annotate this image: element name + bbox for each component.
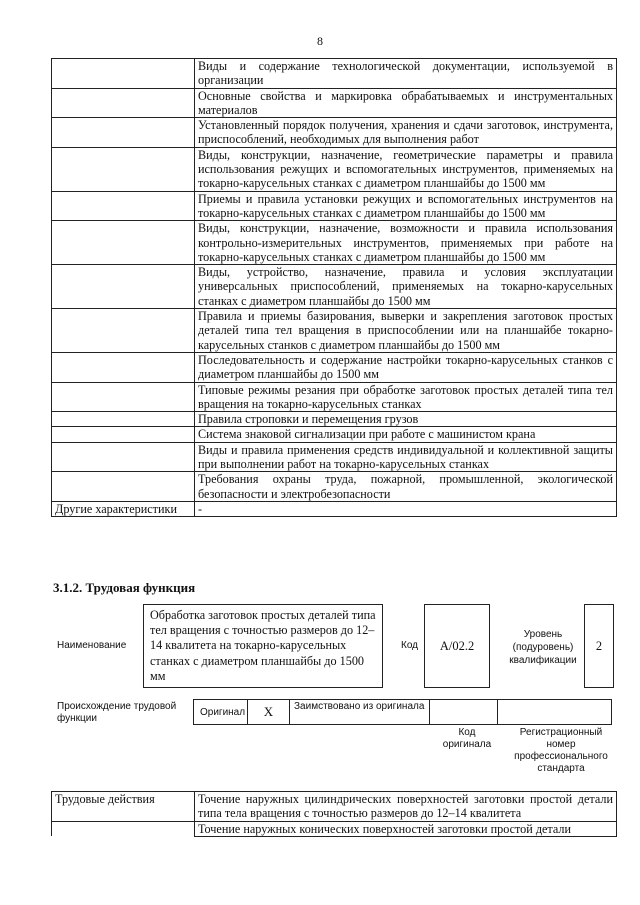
origin-row — [193, 699, 611, 725]
row-label-empty — [52, 352, 195, 382]
table-row — [52, 427, 617, 442]
table-row — [52, 309, 617, 353]
other-characteristics-label: Другие характеристики — [52, 501, 195, 516]
row-label-empty — [52, 88, 195, 118]
row-label-empty — [52, 59, 195, 89]
row-label-empty — [52, 147, 195, 191]
row-label-empty — [52, 427, 195, 442]
function-name-value: Обработка заготовок простых деталей типа тел вращения с точностью размеров до 12–14 квалитета на токарно-карусельных станках с диаметром планшайбы до 1500 мм — [143, 604, 383, 688]
labor-actions-label-continued — [52, 821, 195, 836]
table-row — [52, 821, 617, 836]
row-label-empty — [52, 382, 195, 412]
row-label-empty — [52, 265, 195, 309]
labor-actions-table — [51, 791, 617, 837]
table-row — [52, 118, 617, 148]
knowledge-item: Правила и приемы базирования, выверки и закрепления заготовок простых деталей типа тел вращения в приспособлении или на планшайбе токарно-карусельных станков с диаметром планшайбы до 1500 мм — [195, 309, 617, 353]
labor-action-item: Точение наружных цилиндрических поверхностей заготовки простой детали типа тела вращения с точностью размеров до 12–14 квалитета — [195, 792, 617, 822]
knowledge-item: Установленный порядок получения, хранения и сдачи заготовок, инструмента, приспособлений, необходимых для выполнения работ — [195, 118, 617, 148]
row-label-empty — [52, 472, 195, 502]
knowledge-item: Система знаковой сигнализации при работе с машинистом крана — [195, 427, 617, 442]
table-row — [52, 442, 617, 472]
knowledge-item: Типовые режимы резания при обработке заготовок простых деталей типа тел вращения на токарно-карусельных станках — [195, 382, 617, 412]
required-knowledge-table — [51, 58, 617, 517]
knowledge-item: Основные свойства и маркировка обрабатываемых и инструментальных материалов — [195, 88, 617, 118]
original-label: Оригинал — [193, 699, 248, 725]
table-row — [52, 382, 617, 412]
borrowed-label: Заимствовано из оригинала — [289, 699, 430, 725]
table-row — [52, 412, 617, 427]
table-row — [52, 191, 617, 221]
original-code-cell — [429, 699, 498, 725]
labor-action-item: Точение наружных конических поверхностей заготовки простой детали — [195, 821, 617, 836]
table-row — [52, 88, 617, 118]
table-row — [52, 147, 617, 191]
knowledge-item: Виды, конструкции, назначение, геометрические параметры и правила использования режущих и вспомогательных инструментов, применяемых на токарно-карусельных станках с диаметром планшайбы до 1500 мм — [195, 147, 617, 191]
knowledge-item: Правила строповки и перемещения грузов — [195, 412, 617, 427]
other-characteristics-value: - — [195, 501, 617, 516]
knowledge-item: Виды и правила применения средств индивидуальной и коллективной защиты при выполнении работ на токарно-карусельных станках — [195, 442, 617, 472]
row-label-empty — [52, 191, 195, 221]
function-code-value: A/02.2 — [424, 604, 490, 688]
table-row — [52, 221, 617, 265]
knowledge-item: Виды, устройство, назначение, правила и условия эксплуатации универсальных приспособлений, применяемых на токарно-карусельных станках с диаметром планшайбы до 1500 мм — [195, 265, 617, 309]
original-mark: X — [247, 699, 290, 725]
knowledge-item: Виды, конструкции, назначение, возможности и правила использования контрольно-измерительных инструментов, применяемых при работе на токарно-карусельных станках с диаметром планшайбы до 1500 мм — [195, 221, 617, 265]
row-label-empty — [52, 221, 195, 265]
row-label-empty — [52, 118, 195, 148]
qualification-level-label: Уровень (подуровень) квалификации — [509, 629, 577, 666]
qualification-level-value: 2 — [584, 604, 614, 688]
knowledge-item: Виды и содержание технологической документации, используемой в организации — [195, 59, 617, 89]
knowledge-item: Приемы и правила установки режущих и вспомогательных инструментов на токарно-карусельных станках с диаметром планшайбы до 1500 мм — [195, 191, 617, 221]
original-code-caption: Код оригинала — [442, 727, 492, 750]
knowledge-item: Последовательность и содержание настройки токарно-карусельных станков с диаметром планшайбы до 1500 мм — [195, 352, 617, 382]
table-row — [52, 501, 617, 516]
row-label-empty — [52, 309, 195, 353]
row-label-empty — [52, 442, 195, 472]
registration-number-cell — [497, 699, 612, 725]
origin-label: Происхождение трудовой функции — [57, 701, 177, 724]
labor-actions-label: Трудовые действия — [52, 792, 195, 822]
knowledge-item: Требования охраны труда, пожарной, промышленной, экологической безопасности и электробезопасности — [195, 472, 617, 502]
table-row — [52, 265, 617, 309]
function-code-label: Код — [401, 640, 419, 651]
row-label-empty — [52, 412, 195, 427]
page-number: 8 — [317, 34, 323, 48]
table-row — [52, 472, 617, 502]
table-row — [52, 352, 617, 382]
function-name-label: Наименование — [57, 640, 127, 651]
section-heading: 3.1.2. Трудовая функция — [53, 580, 196, 595]
registration-number-caption: Регистрационный номер профессионального стандарта — [514, 727, 608, 774]
table-row — [52, 792, 617, 822]
table-row — [52, 59, 617, 89]
